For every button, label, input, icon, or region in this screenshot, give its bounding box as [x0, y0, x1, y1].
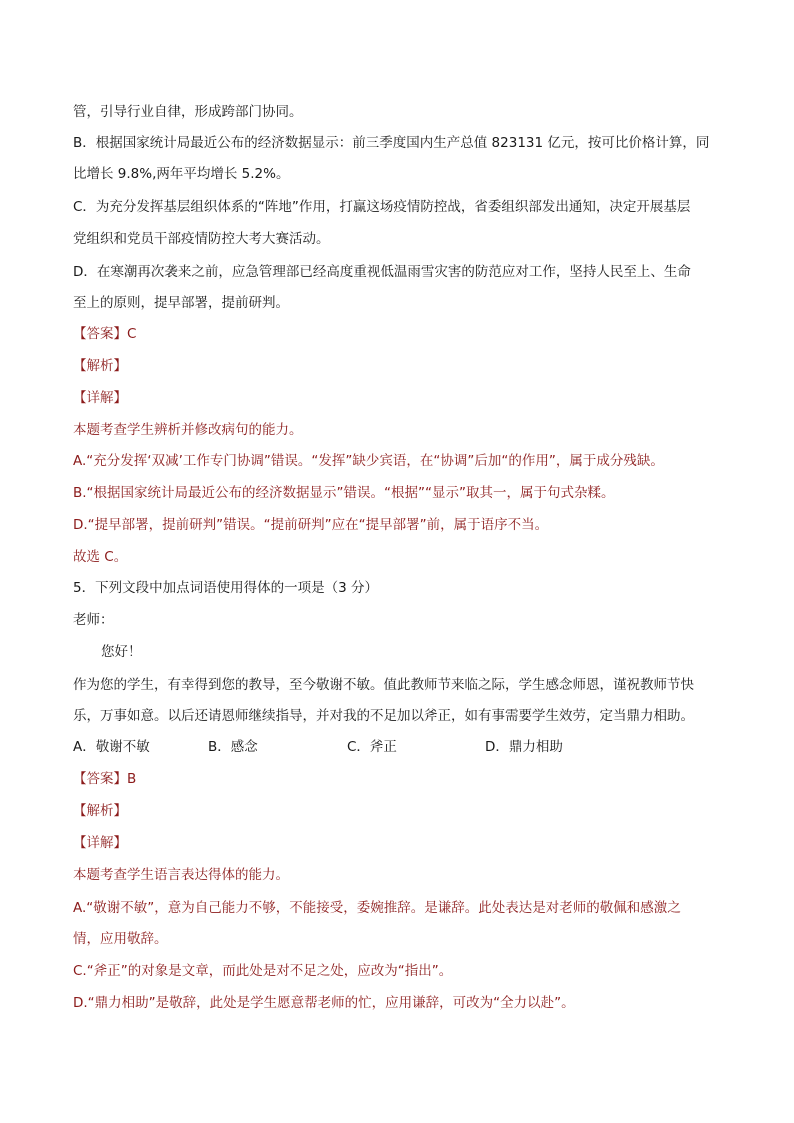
q4-answer: 【答案】C	[73, 326, 137, 342]
q5-explanation-d: D.“鼎力相助”是敬辞，此处是学生愿意帮老师的忙，应用谦辞，可改为“全力以赴”。	[73, 995, 575, 1011]
q5-body-line: 作为您的学生，有幸得到您的教导，至今敬谢不敏。值此教师节来临之际，学生感念师恩，谨祝教师节快	[73, 677, 694, 693]
q5-explanation-a-cont: 情，应用敬辞。	[73, 931, 168, 947]
q5-answer: 【答案】B	[73, 771, 137, 787]
text-line: 管，引导行业自律，形成跨部门协同。	[73, 104, 303, 120]
text-line: 至上的原则，提早部署，提前研判。	[73, 295, 289, 311]
q4-explanation-b: B.“根据国家统计局最近公布的经济数据显示”错误。“根据”“显示”取其一，属于句式杂糅。	[73, 485, 615, 501]
q5-explanation-a: A.“敬谢不敏”，意为自己能力不够，不能接受，委婉推辞。是谦辞。此处表达是对老师的敬佩和感激之	[73, 900, 681, 916]
q5-salutation: 老师：	[73, 612, 114, 628]
q5-stem: 5．下列文段中加点词语使用得体的一项是（3 分）	[73, 580, 378, 596]
q5-body-line: 乐，万事如意。以后还请恩师继续指导，并对我的不足加以斧正，如有事需要学生效劳，定当鼎力相助。	[73, 708, 694, 724]
q5-analysis-heading: 【解析】	[73, 803, 127, 819]
q5-option-c: C．斧正	[347, 739, 397, 755]
option-b-line: B．根据国家统计局最近公布的经济数据显示：前三季度国内生产总值 823131 亿元，按可比价格计算，同	[73, 135, 710, 151]
q5-options	[73, 737, 673, 757]
q5-explanation-c: C.“斧正”的对象是文章，而此处是对不足之处，应改为“指出”。	[73, 963, 453, 979]
q5-option-a: A．敬谢不敏	[73, 739, 150, 755]
q4-explanation-d: D.“提早部署，提前研判”错误。“提前研判”应在“提早部署”前，属于语序不当。	[73, 517, 549, 533]
q4-detail-heading: 【详解】	[73, 390, 127, 406]
q4-explanation-a: A.“充分发挥‘双减’工作专门协调”错误。“发挥”缺少宾语，在“协调”后加“的作用”，属于成分残缺。	[73, 453, 664, 469]
q4-intro: 本题考查学生辨析并修改病句的能力。	[73, 422, 303, 438]
option-d-line: D．在寒潮再次袭来之前，应急管理部已经高度重视低温雨雪灾害的防范应对工作，坚持人民至上、生命	[73, 264, 691, 280]
q5-greeting: 您好！	[101, 644, 142, 660]
text-line: 党组织和党员干部疫情防控大考大赛活动。	[73, 231, 330, 247]
q4-conclusion: 故选 C。	[73, 549, 128, 565]
q5-detail-heading: 【详解】	[73, 835, 127, 851]
text-line: 比增长 9.8%,两年平均增长 5.2%。	[73, 166, 290, 182]
q4-analysis-heading: 【解析】	[73, 358, 127, 374]
q5-option-b: B．感念	[208, 739, 258, 755]
q5-option-d: D．鼎力相助	[485, 739, 563, 755]
q5-intro: 本题考查学生语言表达得体的能力。	[73, 867, 289, 883]
option-c-line: C．为充分发挥基层组织体系的“阵地”作用，打赢这场疫情防控战，省委组织部发出通知，决定开展基层	[73, 199, 691, 215]
